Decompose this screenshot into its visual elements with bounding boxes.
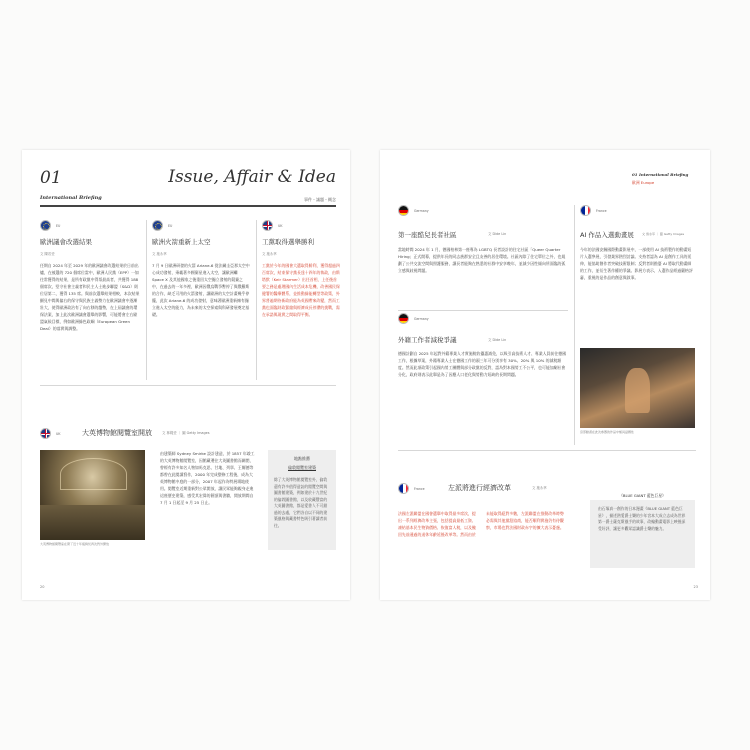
article-author: 文 施永萃 [262,252,277,256]
article-author: 文 施永萃 [152,252,167,256]
region-tag: UK [278,224,283,228]
sidebar-title: 地點推薦 [294,456,310,461]
header-rule [40,205,336,207]
feature-headline: 大英博物館閱覽室開放 [82,429,152,437]
animation-photo [580,348,695,428]
column-divider [256,220,257,380]
country-tag: France [596,209,607,213]
right-page [380,150,710,600]
region-label: 歐洲 Europe [632,180,655,185]
sidebar-text: 除了大英博物館閱覽室外，倫敦還有許多值得造訪的閱覽空間與圖書館建築，例如建於十九世紀的倫敦圖書館，以及收藏豐富的大英圖書館，都是愛書人不可錯過的去處，它們各自以不同的建築風格與藏書特色吸引著讀者前往。 [274,477,328,528]
sidebar-text: 由石塚真一創作的日本漫畫《BLUE GIANT 藍色巨星》，描述熱愛爵士樂的少年宮本大成立志成為世界第一爵士薩克斯風手的故事，改編動畫電影上映後深受好評，讓更多觀眾認識爵士樂的魅力。 [598,506,686,531]
article-body: 德國計劃自 2025 年起對外籍專業人才實施稅收優惠減免，以吸引高技術人才、專業人員前往德國工作，根據草案，外籍專業人士在德國工作的頭三年可分別享有 30%、20% 與 10% 的減稅額度。然而此項政策引起國內勞工團體與部分政黨的反對，認為對本國勞工不公平，也可能加劇社會分化，政府則表示此舉是為了因應人口老化與勞動力短缺的長期問題。 [398,351,566,377]
article-headline: 第一座酷兒長者社區 [398,231,457,239]
section-number: 01 [40,168,62,188]
column-divider [146,220,147,380]
reading-room-photo [40,450,145,540]
france-flag-icon [580,205,591,216]
feature-author: 文 林娓瑩 ｜ 圖 Getty Images [162,431,210,435]
feature-body: 由建築師 Sydney Smirke 設計建造，於 1857 年竣工的大英博物館閱覽室，因館藏遷往大英圖書館而關閉，曾經有許多知名人物如馬克思、甘地、列寧、王爾德等都曾在此閱讀寫作，2000 年完成整修工程後，成為大英博物館中庭的一部分，2007 年起作為特展場地使用。閱覽室近期重新對公眾開放，讓民眾能夠親身走進這座歷史建築，感受其宏偉的圓頂與書牆，開放期間自 7 月 1 日起至 9 月 25 日止。 [160,451,255,505]
sidebar-title: 《BLUE GIANT 藍色巨星》 [619,493,666,498]
article-author: 文 Dide Lin [488,338,507,342]
section-divider [398,450,696,451]
france-flag-icon [398,483,409,494]
column-divider [574,205,575,445]
germany-flag-icon [398,205,409,216]
feature-headline: 左派將進行經濟改革 [448,484,511,492]
section-subtitle: 事件・議題・概念 [304,197,336,202]
eu-flag-icon [40,220,51,231]
article-body-highlight: 工黨於今年的國會大選取得勝利，獲得超過四百席次，結束保守黨長達十四年的執政，由斯塔默（Keir Starmer）出任首相，上任後首要之務是處理國內生活成本危機、改善國民保健署的醫療體系，並推動綠能轉型等政策，外界普遍期待新政府能為英國帶來改變，然而工黨也面臨財政緊縮與經濟成長停滯的挑戰，需在承諾與現實之間取得平衡。 [262,263,340,317]
page-number: 23 [693,585,698,589]
article-author: 文 Dide Lin [488,232,507,236]
section-title: Issue, Affair & Idea [168,167,336,187]
article-author: 文 施永萃 ｜ 圖 Getty Images [642,232,685,236]
article-headline: 外籍工作者減稅爭議 [398,336,457,344]
feature-body-highlight: 法國左派聯盟在國會選舉中取得最多席次，提出一系列經濟改革主張，包括提高最低工資、凍結基本民生物資價格、恢復富人稅，以及撤回先前通過的退休年齡延後改革等。然而由於未能取得絕對多數，左派聯盟在推動改革時勢必需與其他黨派協商，能否順利實施仍有待觀察，市場也對法國財政赤字的擴大表示憂慮。 [398,511,564,537]
germany-flag-icon [398,313,409,324]
article-headline: 歐洲火箭重新上太空 [152,238,211,246]
uk-flag-icon [262,220,273,231]
article-headline: 工黨取得選舉勝利 [262,238,314,246]
uk-flag-icon [40,428,51,439]
article-headline: AI 作品入選動畫展 [580,231,634,239]
sidebar-box [268,450,336,550]
region-tag: EU [56,224,61,228]
sidebar-subtitle: 倫敦閱覽室建築 [288,465,316,470]
country-tag: Germany [414,209,429,213]
section-divider [40,385,336,386]
country-tag: France [414,487,425,491]
article-body: 今年的法國安錫國際動畫影展中，一部使用 AI 技術製作的動畫短片入選參展，引發業界熱烈討論。支持者認為 AI 是創作工具的延伸，能協助創作者突破技術限制；反對者則擔憂 AI 將取代動畫師的工作，並衍生著作權的爭議。影展方表示，入選作品經過嚴格評審，重視的是作品的創意與敘事。 [580,247,693,280]
country-tag: Germany [414,317,429,321]
sidebar-box [590,500,695,568]
article-author: 文 陳若瑩 [40,252,55,256]
briefing-label: 01 International Briefing [632,172,689,177]
article-body: 當地時間 2024 年 1 月，德國柏林第一座專為 LGBTQ 長者設計的住宅社區「Queer Quarter Hiring」正式開幕，提供年長的同志族群安全且友善的居住環境。社區內除了住宅單位之外，也規劃了公共交流空間與照護服務，讓長者能夠在熟悉的社群中安享晚年，並減少因性傾向所面臨的孤立感與歧視問題。 [398,247,566,273]
article-body: 7 月 9 日歐洲研發的火箭 Ariane-6 從法屬圭亞那太空中心成功發射，乘載著多顆衛星進入太空，讓歐洲繼 Space X 及其他國家之後重回太空獨立發射的競賽之中，在過去的一年多裡，歐洲因俄烏戰爭暫停了與俄羅斯的合作，缺乏可用的火箭發射，讓歐洲的太空計畫幾乎停擺，此次 Ariane-6 的成功發射，意味著歐洲重新擁有獨立進入太空的能力，為未來的太空探索與科研發展奠定基礎。 [152,263,250,317]
page-number: 20 [40,585,45,589]
briefing-label: International Briefing [40,195,102,201]
region-tag: UK [56,432,61,436]
section-divider [398,310,568,311]
region-tag: EU [168,224,173,228]
feature-author: 文 施永萃 [532,486,547,490]
left-page [22,150,350,600]
eu-flag-icon [152,220,163,231]
photo-caption: 這部動畫在此次參賽的作品中極具話題性 [580,430,635,434]
article-body: 任期自 2024 年至 2029 年的歐洲議會改選結果於日前出爐，在被選的 720 個席位當中，歐洲人民黨（EPP）一如往常獲得的結果，是所有政黨中得票最高者，共獲得 188 個席次，堅守社會主義者和民主人士進步聯盟（S&D）則位居第二，獲得 135 席。與前次選舉結果相較，本次結果顯見中間與偏右的保守與民族主義勢力在歐洲議會中逐漸壯大，使得歐洲政治有了向右移的趨勢，在上屆議會的環保法案，加上此次歐洲議會選舉的影響，可能將會左右歐盟氣候目標，例如歐洲綠色政綱（European Green Deal）的落實與調整。 [40,263,140,331]
article-headline: 歐洲議會改選結果 [40,238,92,246]
photo-caption: 大英博物館閱覽室在閉了近十年後終於再次對外開放 [40,542,110,546]
